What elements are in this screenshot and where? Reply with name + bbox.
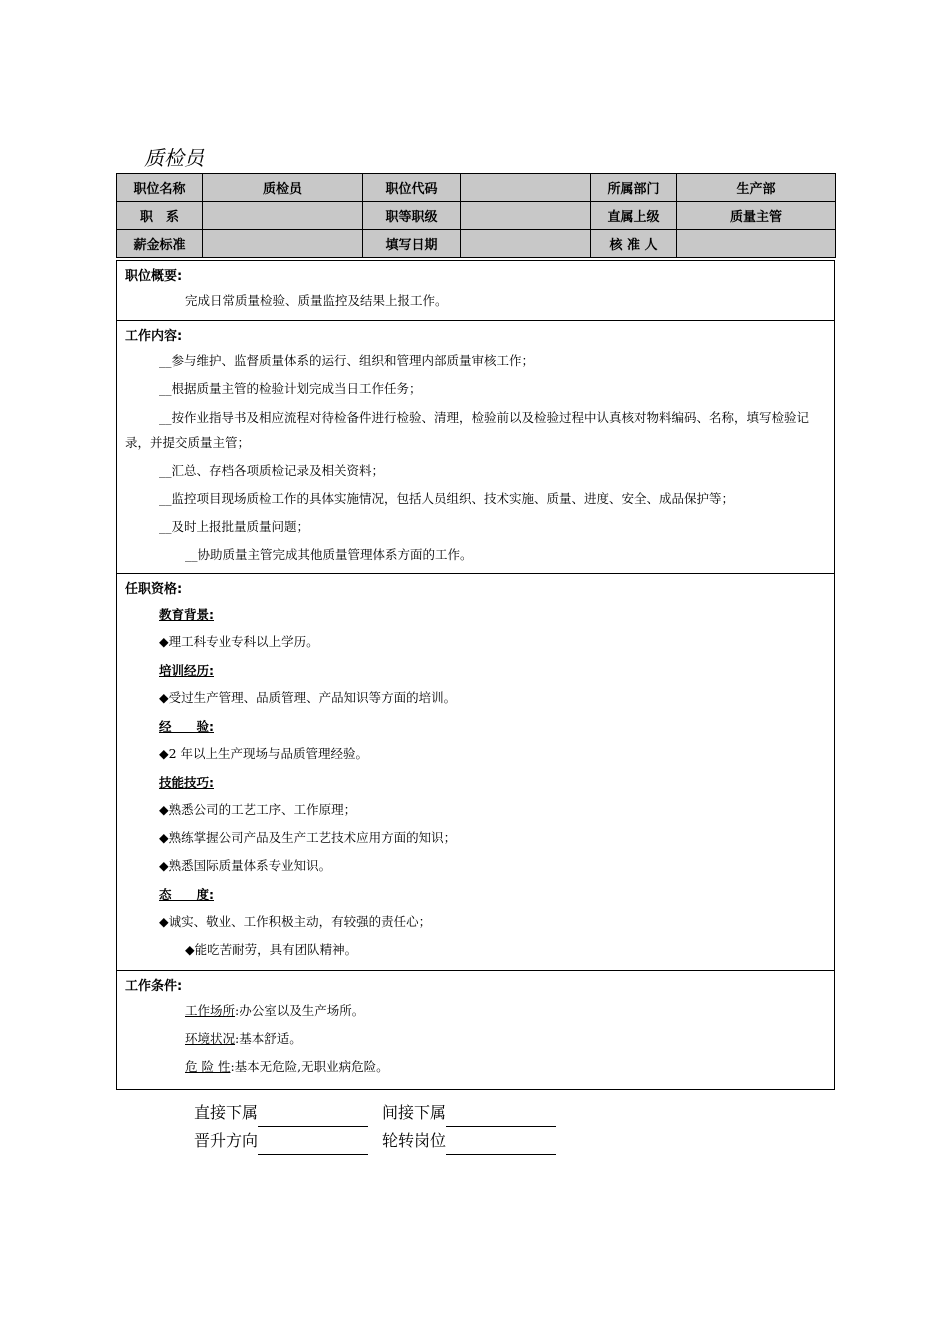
place-label: 工作场所 — [185, 1003, 236, 1018]
footer-row — [194, 1099, 570, 1127]
list-item: ◆熟悉公司的工艺工序、工作原理； — [159, 802, 357, 817]
qualifications-heading: 任职资格: — [125, 582, 183, 597]
table-cell: 职等职级 — [363, 202, 461, 230]
experience-label: 经 验: — [159, 719, 214, 734]
env-value: :基本舒适。 — [235, 1031, 302, 1046]
overview-text: 完成日常质量检验、质量监控及结果上报工作。 — [185, 293, 448, 308]
list-item: ◆受过生产管理、品质管理、产品知识等方面的培训。 — [159, 690, 457, 705]
overview-section — [117, 260, 834, 320]
promotion-label: 晋升方向 — [194, 1131, 259, 1150]
table-cell: 生产部 — [677, 174, 836, 202]
table-cell: 薪金标准 — [117, 230, 203, 258]
list-item: __监控项目现场质检工作的具体实施情况，包括人员组织、技术实施、质量、进度、安全、成品保护等； — [159, 491, 735, 506]
list-item: ◆能吃苦耐劳，具有团队精神。 — [185, 942, 358, 957]
table-cell — [461, 230, 591, 258]
duties-section — [117, 320, 834, 573]
table-cell: 职位名称 — [117, 174, 203, 202]
list-item: ◆诚实、敬业、工作积极主动，有较强的责任心； — [159, 914, 432, 929]
list-item: __协助质量主管完成其他质量管理体系方面的工作。 — [185, 547, 473, 562]
duties-heading: 工作内容: — [125, 329, 183, 344]
footer-row — [194, 1127, 570, 1155]
job-info-table — [116, 173, 836, 258]
place-value: :办公室以及生产场所。 — [235, 1003, 365, 1018]
list-item: ◆熟练掌握公司产品及生产工艺技术应用方面的知识； — [159, 830, 457, 845]
table-cell: 质量主管 — [677, 202, 836, 230]
qualifications-section — [117, 573, 834, 970]
table-cell — [677, 230, 836, 258]
condition-item — [125, 1053, 826, 1081]
table-cell — [203, 230, 363, 258]
list-item: ◆2 年以上生产现场与品质管理经验。 — [159, 746, 369, 761]
table-row — [117, 202, 836, 230]
table-cell — [461, 202, 591, 230]
list-item: __参与维护、监督质量体系的运行、组织和管理内部质量审核工作； — [159, 353, 535, 368]
direct-sub-label: 直接下属 — [194, 1103, 259, 1122]
page-title: 质检员 — [144, 146, 204, 170]
table-cell — [203, 202, 363, 230]
risk-label: 危 险 性 — [185, 1059, 231, 1074]
direct-sub-blank — [258, 1108, 368, 1127]
condition-item — [125, 997, 826, 1025]
condition-item — [125, 1025, 826, 1053]
skills-label: 技能技巧: — [159, 775, 214, 790]
indirect-sub-blank — [446, 1108, 556, 1127]
overview-heading: 职位概要: — [125, 269, 183, 284]
table-cell: 职 系 — [117, 202, 203, 230]
table-cell: 核 准 人 — [591, 230, 677, 258]
training-label: 培训经历: — [159, 663, 214, 678]
table-cell: 质检员 — [203, 174, 363, 202]
list-item: ◆熟悉国际质量体系专业知识。 — [159, 858, 332, 873]
rotation-label: 轮转岗位 — [382, 1131, 447, 1150]
promotion-blank — [258, 1136, 368, 1155]
list-item: __根据质量主管的检验计划完成当日工作任务； — [159, 381, 422, 396]
table-cell: 所属部门 — [591, 174, 677, 202]
list-item: __及时上报批量质量问题； — [159, 519, 310, 534]
indirect-sub-label: 间接下属 — [382, 1103, 447, 1122]
conditions-heading: 工作条件: — [125, 979, 183, 994]
job-description-body — [116, 260, 835, 1090]
list-item: __汇总、存档各项质检记录及相关资料； — [159, 463, 385, 478]
table-cell — [461, 174, 591, 202]
rotation-blank — [446, 1136, 556, 1155]
table-row — [117, 174, 836, 202]
list-item: __按作业指导书及相应流程对待检备件进行检验、清理，检验前以及检验过程中认真核对物料编码、名称，填写检验记录，并提交质量主管； — [125, 410, 810, 450]
table-cell: 填写日期 — [363, 230, 461, 258]
list-item: ◆理工科专业专科以上学历。 — [159, 634, 319, 649]
table-cell: 直属上级 — [591, 202, 677, 230]
env-label: 环境状况 — [185, 1031, 236, 1046]
attitude-label: 态 度: — [159, 887, 214, 902]
conditions-section — [117, 970, 834, 1089]
risk-value: :基本无危险,无职业病危险。 — [230, 1059, 389, 1074]
table-cell: 职位代码 — [363, 174, 461, 202]
education-label: 教育背景: — [159, 607, 214, 622]
table-row — [117, 230, 836, 258]
